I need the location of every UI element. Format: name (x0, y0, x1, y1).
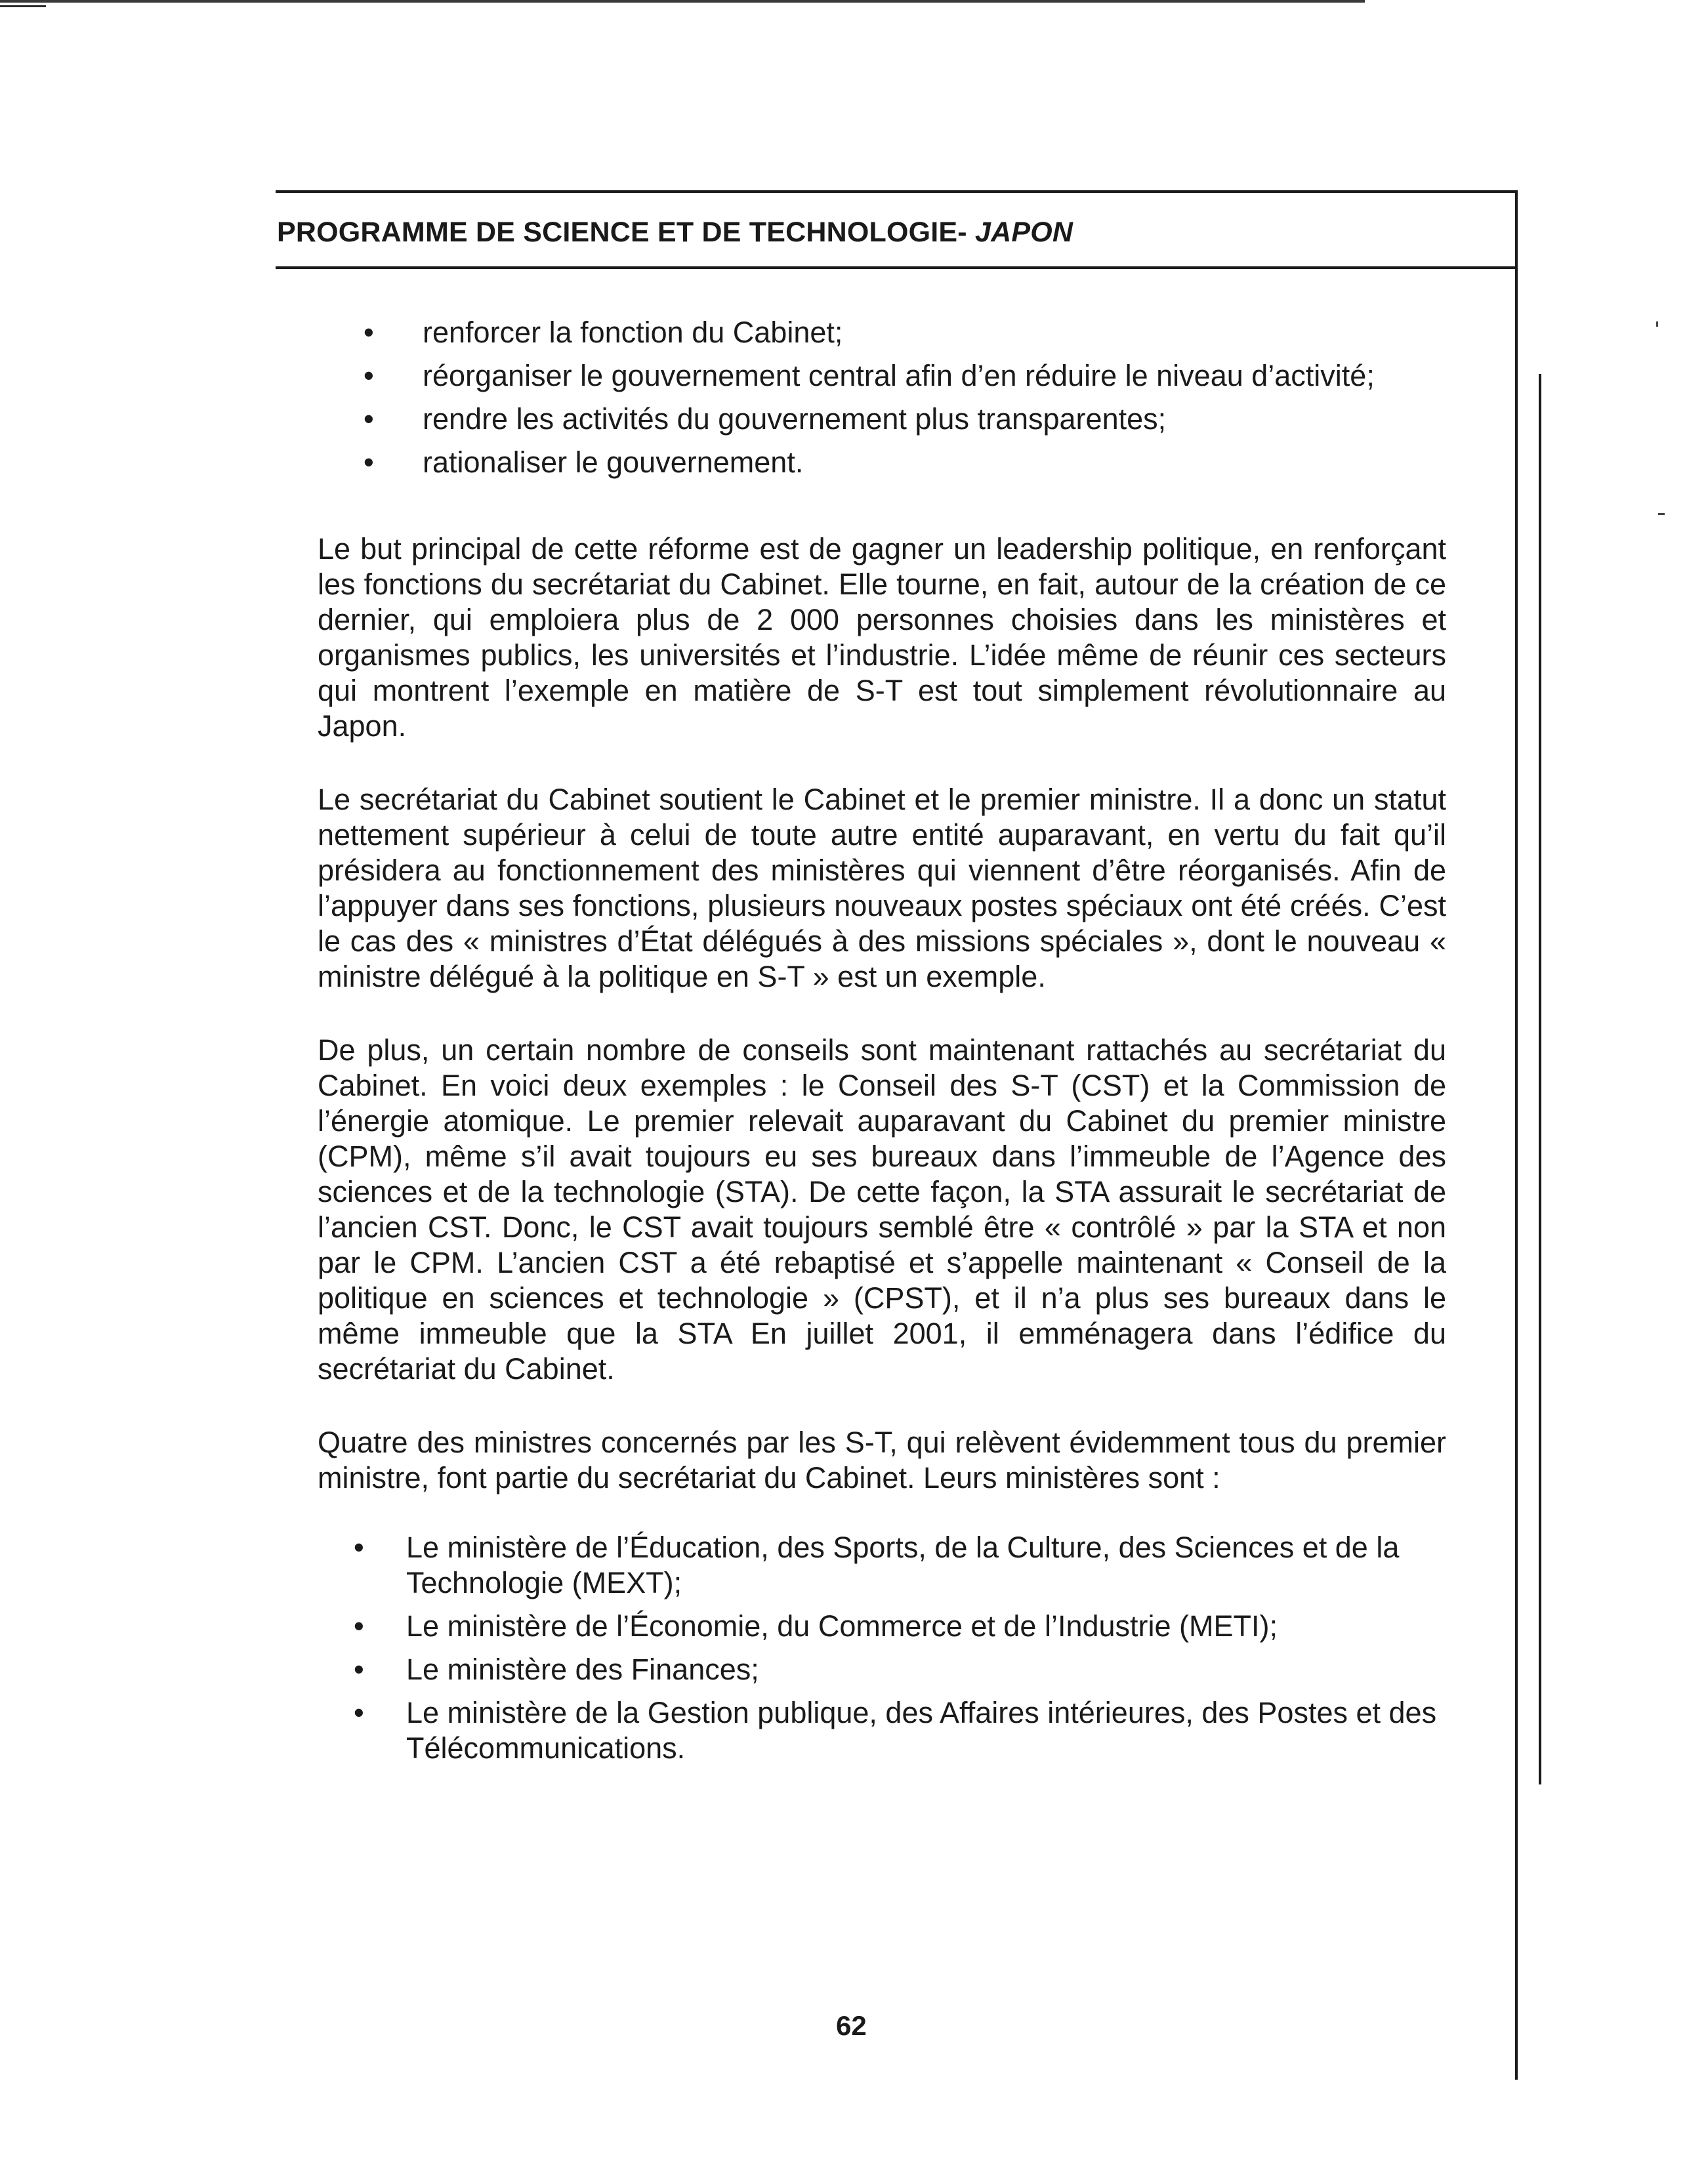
margin-speck (1658, 513, 1665, 515)
ministries-list (318, 1530, 1446, 1766)
bullet-icon: • (364, 445, 374, 479)
page-body (318, 315, 1446, 1774)
bullet-icon: • (354, 1653, 364, 1686)
header-bottom-rule (276, 266, 1516, 269)
bullet-icon: • (354, 1609, 364, 1643)
bullet-icon: • (354, 1531, 364, 1564)
paragraph: Le secrétariat du Cabinet soutient le Cabinet et le premier ministre. Il a donc un statut nettement supérieur à celui de toute autre entité auparavant, en vertu du fait qu’il présidera au fonctionnement des ministères qui viennent d’être réorganisés. Afin de l’appuyer dans ses fonctions, plusieurs nouveaux postes spéciaux ont été créés. C’est le cas des « ministres d’État délégués à des missions spéciales », dont le nouveau « ministre délégué à la politique en S-T » est un exemple. (318, 783, 1446, 993)
paragraph: De plus, un certain nombre de conseils sont maintenant rattachés au secrétariat du Cabinet. En voici deux exemples : le Conseil des S-T (CST) et la Commission de l’énergie atomique. Le premier relevait auparavant du Cabinet du premier ministre (CPM), même s’il avait toujours eu ses bureaux dans l’immeuble de l’Agence des sciences et de la technologie (STA). De cette façon, la STA assurait le secrétariat de l’ancien CST. Donc, le CST avait toujours semblé être « contrôlé » par la STA et non par le CPM. L’ancien CST a été rebaptisé et s’appelle maintenant « Conseil de la politique en sciences et technologie » (CPST), et il n’a plus ses bureaux dans le même immeuble que la STA En juillet 2001, il emménagera dans l’édifice du secrétariat du Cabinet. (318, 1033, 1446, 1386)
list-item: • Le ministère de l’Économie, du Commerce et de l’Industrie (METI); (354, 1609, 1278, 1643)
running-header-title: PROGRAMME DE SCIENCE ET DE TECHNOLOGIE- (277, 216, 967, 248)
page-number: 62 (836, 2010, 867, 2041)
list-item: • réorganiser le gouvernement central afin d’en réduire le niveau d’activité; (364, 359, 1375, 392)
scan-top-left-mark (0, 5, 46, 7)
margin-speck (1656, 321, 1658, 327)
list-item: • rendre les activités du gouvernement plus transparentes; (364, 402, 1167, 436)
scan-top-edge-line (0, 0, 1365, 3)
running-header (277, 216, 1073, 249)
page-frame-right-rule (1515, 190, 1518, 2080)
header-frame-top-rule (276, 190, 1518, 193)
bullet-icon: • (364, 359, 374, 392)
list-item: • renforcer la fonction du Cabinet; (364, 316, 843, 349)
paragraph: Quatre des ministres concernés par les S-T, qui relèvent évidemment tous du premier ministre, font partie du secrétariat du Cabinet. Leurs ministères sont : (318, 1426, 1446, 1494)
reform-goals-list (318, 315, 1446, 480)
bullet-icon: • (354, 1696, 364, 1729)
paragraph: Le but principal de cette réforme est de gagner un leadership politique, en renforçant les fonctions du secrétariat du Cabinet. Elle tourne, en fait, autour de la création de ce dernier, qui emploiera plus de 2 000 personnes choisies dans les ministères et organismes publics, les universités et l’industrie. L’idée même de réunir ces secteurs qui montrent l’exemple en matière de S-T est tout simplement révolutionnaire au Japon. (318, 532, 1446, 743)
list-item: • Le ministère des Finances; (354, 1653, 759, 1686)
list-item: • rationaliser le gouvernement. (364, 445, 804, 479)
bullet-icon: • (364, 316, 374, 349)
revision-change-bar (1539, 374, 1541, 1784)
running-header-country: JAPON (974, 216, 1073, 248)
bullet-icon: • (364, 402, 374, 436)
list-item: • Le ministère de l’Éducation, des Sports, de la Culture, des Sciences et de la Technologie (MEXT); (354, 1531, 1400, 1599)
list-item: • Le ministère de la Gestion publique, des Affaires intérieures, des Postes et des Télécommunications. (354, 1696, 1437, 1765)
